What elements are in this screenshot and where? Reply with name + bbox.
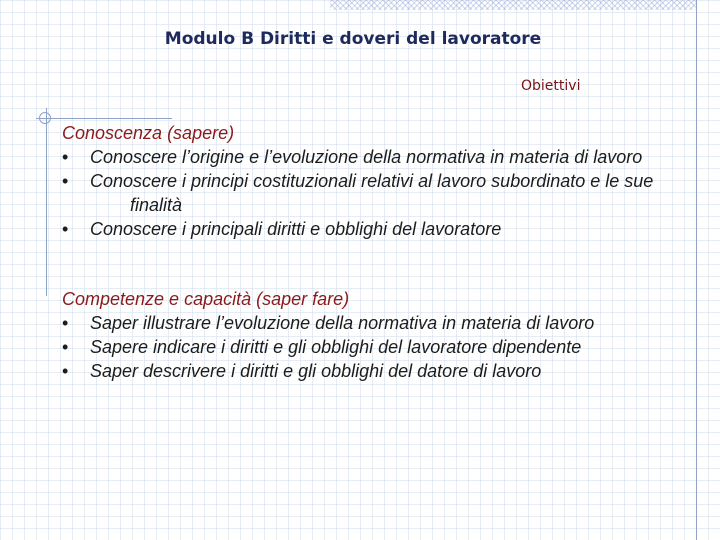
bullet-icon: • [62, 337, 69, 357]
list-item-text: Conoscere i principi costituzionali relativi al lavoro subordinato e le sue finalità [90, 171, 654, 215]
list-item [62, 359, 702, 383]
list-item-text: Conoscere i principali diritti e obblighi del lavoratore [90, 219, 502, 239]
bullet-list [62, 145, 702, 241]
slide-subtitle: Obiettivi [521, 78, 581, 94]
top-decorative-strip [330, 0, 696, 10]
section-heading: Conoscenza (sapere) [62, 123, 235, 143]
list-item-text: Saper illustrare l’evoluzione della normativa in materia di lavoro [90, 313, 595, 333]
list-item [62, 169, 702, 217]
horizontal-rule [36, 118, 172, 119]
section-conoscenza [62, 121, 702, 241]
circle-ornament-icon [39, 112, 51, 124]
list-item [62, 311, 702, 335]
list-item [62, 335, 702, 359]
list-item [62, 217, 702, 241]
section-heading: Competenze e capacità (saper fare) [62, 289, 350, 309]
bullet-icon: • [62, 171, 69, 191]
bullet-icon: • [62, 313, 69, 333]
list-item-text: Saper descrivere i diritti e gli obblighi del datore di lavoro [90, 361, 542, 381]
bullet-list [62, 311, 702, 383]
list-item-text: Sapere indicare i diritti e gli obblighi del lavoratore dipendente [90, 337, 582, 357]
left-vertical-rule [46, 108, 47, 296]
slide-title: Modulo B Diritti e doveri del lavoratore [164, 29, 542, 49]
bullet-icon: • [62, 219, 69, 239]
bullet-icon: • [62, 147, 69, 167]
section-competenze [62, 287, 702, 383]
bullet-icon: • [62, 361, 69, 381]
slide-content [62, 121, 702, 383]
list-item [62, 145, 702, 169]
list-item-text: Conoscere l’origine e l’evoluzione della normativa in materia di lavoro [90, 147, 643, 167]
